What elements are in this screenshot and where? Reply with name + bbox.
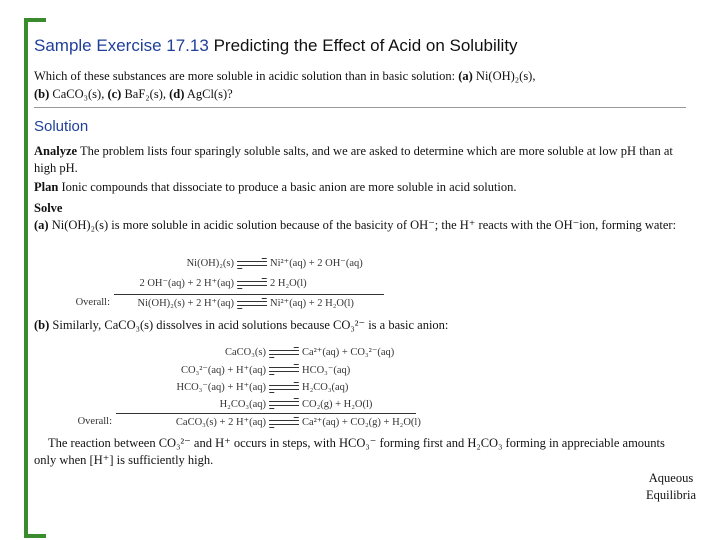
title-text: Predicting the Effect of Acid on Solubility bbox=[213, 36, 518, 55]
reaction-row bbox=[77, 416, 421, 428]
equilibrium-arrow-icon bbox=[237, 299, 267, 309]
reaction-lhs: HCO₃⁻(aq) + H⁺(aq) bbox=[176, 382, 266, 393]
reaction-rhs: Ca²⁺(aq) + CO₂(g) + H₂O(l) bbox=[302, 417, 421, 428]
reaction-row bbox=[116, 399, 372, 410]
reaction-lhs: 2 OH⁻(aq) + 2 H⁺(aq) bbox=[139, 278, 234, 289]
reaction-lhs: H₂CO₃(aq) bbox=[219, 398, 266, 410]
title-prefix: Sample Exercise 17.13 bbox=[34, 36, 209, 55]
reaction-row bbox=[116, 364, 350, 376]
corner-label bbox=[646, 470, 696, 504]
reaction-rhs: 2 H₂O(l) bbox=[270, 278, 307, 289]
analyze-text: The problem lists four sparingly soluble salts, and we are asked to determine which are more soluble at low pH than at high pH. bbox=[34, 144, 673, 175]
plan-text: Ionic compounds that dissociate to produce a basic anion are more soluble in acid solution. bbox=[61, 180, 517, 194]
solution-heading: Solution bbox=[34, 118, 89, 135]
question-d-label: (d) bbox=[169, 87, 185, 101]
reaction-row bbox=[116, 346, 394, 358]
question-text bbox=[34, 67, 694, 103]
corner-line-2: Equilibria bbox=[646, 488, 696, 502]
reaction-lhs: CaCO₃(s) bbox=[225, 347, 266, 358]
solve-a-text: Ni(OH)₂(s) is more soluble in acidic solution because of the basicity of OH⁻; the H⁺ reacts with the OH⁻ion, forming water: bbox=[51, 218, 677, 232]
reaction-rhs: H₂CO₃(aq) bbox=[302, 382, 349, 393]
solve-label: Solve bbox=[34, 201, 63, 215]
equilibrium-arrow-icon bbox=[237, 259, 267, 269]
question-c: BaF₂(s), bbox=[124, 87, 166, 101]
plan-label: Plan bbox=[34, 180, 59, 194]
reaction-row bbox=[116, 381, 348, 393]
reaction-lhs: Ni(OH)₂(s) + 2 H⁺(aq) bbox=[137, 298, 234, 309]
reaction-row bbox=[114, 277, 307, 289]
sum-line bbox=[114, 294, 384, 295]
reaction-rhs: Ni²⁺(aq) + 2 OH⁻(aq) bbox=[270, 258, 363, 269]
question-c-label: (c) bbox=[107, 87, 122, 101]
solve-b-label: (b) bbox=[34, 318, 50, 332]
reaction-rhs: CO₂(g) + H₂O(l) bbox=[302, 398, 373, 410]
reaction-rhs: Ca²⁺(aq) + CO₃²⁻(aq) bbox=[302, 347, 395, 358]
solve-a-paragraph bbox=[34, 217, 684, 234]
reaction-overall-label: Overall: bbox=[77, 416, 112, 427]
equilibrium-arrow-icon bbox=[269, 418, 299, 428]
question-b-label: (b) bbox=[34, 87, 50, 101]
equilibrium-arrow-icon bbox=[269, 399, 299, 409]
question-b: CaCO₃(s), bbox=[52, 87, 105, 101]
question-a: Ni(OH)₂(s), bbox=[475, 69, 536, 83]
reaction-row bbox=[114, 257, 363, 269]
reaction-row bbox=[75, 297, 354, 309]
question-intro: Which of these substances are more soluble in acidic solution than in basic solution: bbox=[34, 69, 456, 83]
plan-paragraph bbox=[34, 179, 684, 196]
solve-a-label: (a) bbox=[34, 218, 49, 232]
reaction-lhs: CaCO₃(s) + 2 H⁺(aq) bbox=[175, 417, 266, 428]
reaction-rhs: HCO₃⁻(aq) bbox=[302, 364, 351, 376]
solve-label-line bbox=[34, 200, 684, 217]
equilibrium-arrow-icon bbox=[269, 383, 299, 393]
reaction-lhs: Ni(OH)₂(s) bbox=[186, 258, 234, 269]
corner-line-1: Aqueous bbox=[648, 471, 694, 485]
solve-b-paragraph bbox=[34, 317, 684, 334]
reaction-rhs: Ni²⁺(aq) + 2 H₂O(l) bbox=[270, 298, 354, 309]
solve-b-text: Similarly, CaCO₃(s) dissolves in acid solutions because CO₃²⁻ is a basic anion: bbox=[52, 318, 449, 332]
reaction-lhs: CO₃²⁻(aq) + H⁺(aq) bbox=[180, 364, 266, 376]
equilibrium-arrow-icon bbox=[269, 348, 299, 358]
equilibrium-arrow-icon bbox=[237, 279, 267, 289]
reaction-overall-label: Overall: bbox=[75, 297, 110, 308]
equilibrium-arrow-icon bbox=[269, 365, 299, 375]
divider bbox=[34, 107, 686, 108]
page-title bbox=[34, 36, 518, 56]
question-d: AgCl(s)? bbox=[186, 87, 233, 101]
analyze-paragraph bbox=[34, 143, 684, 177]
question-a-label: (a) bbox=[458, 69, 473, 83]
closing-paragraph: The reaction between CO₃²⁻ and H⁺ occurs in steps, with HCO₃⁻ forming first and H₂CO₃ forming in appreciable amounts only when [H⁺] is sufficiently high. bbox=[34, 436, 665, 467]
sum-line bbox=[116, 413, 416, 414]
analyze-label: Analyze bbox=[34, 144, 78, 158]
